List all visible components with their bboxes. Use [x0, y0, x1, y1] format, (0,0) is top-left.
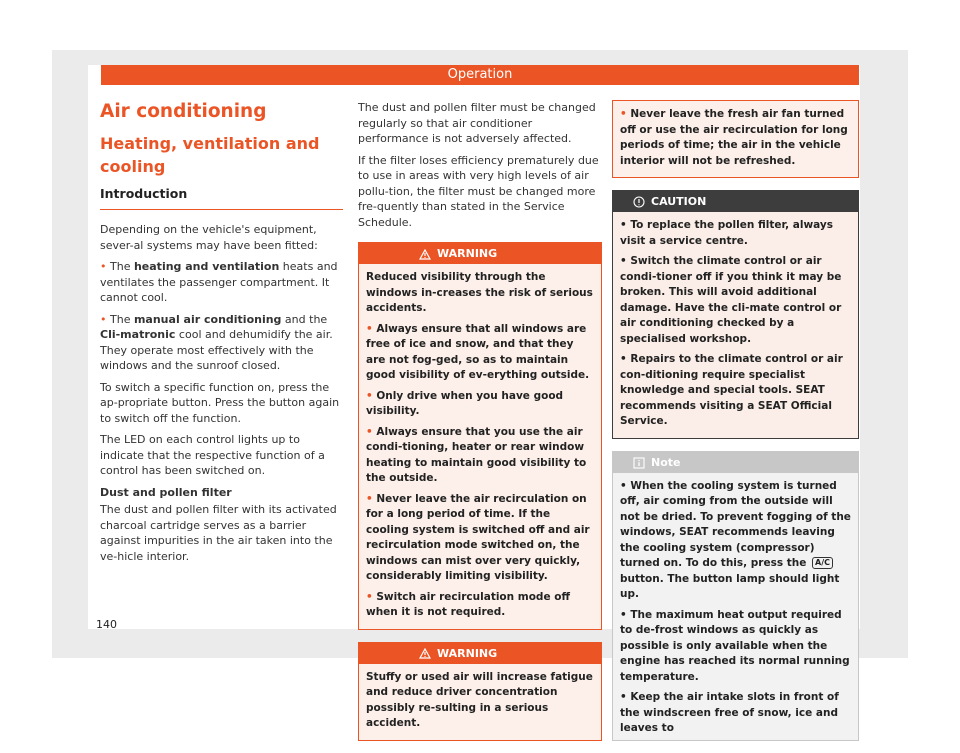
dust-filter-heading: Dust and pollen filter [100, 485, 232, 499]
ac-button-icon: A/C [812, 557, 833, 569]
note-info-icon [633, 457, 645, 469]
switch-paragraph: To switch a specific function on, press the ap-propriate button. Press the button again to switch off the function. [100, 380, 340, 425]
warning-header: WARNING [359, 243, 601, 264]
caution-item: • To replace the pollen filter, always visit a service centre. [620, 219, 834, 247]
bullet-icon: • [366, 322, 377, 335]
page-number: 140 [96, 618, 117, 631]
caution-box [612, 190, 859, 439]
bullet-icon: • [366, 389, 377, 402]
note-box [612, 451, 859, 741]
caution-item: • Repairs to the climate control or air con-ditioning require specialist knowledge and special tools. SEAT recommends visiting a SEAT Official Service. [620, 353, 843, 427]
bullet-icon: • [366, 492, 377, 505]
section-heading: Introduction [100, 186, 343, 210]
caution-body [613, 212, 858, 438]
warning-lead: Reduced visibility through the windows in-creases the risk of serious accidents. [366, 271, 593, 314]
dust-filter-paragraph: The dust and pollen filter with its activated charcoal cartridge serves as a barrier against impurities in the air taken into the ve-hicle interior. [100, 503, 337, 563]
warning-box-fatigue [358, 642, 602, 741]
warning-text: Stuffy or used air will increase fatigue and reduce driver concentration possibly re-sulting in a serious accident. [366, 670, 593, 729]
column-3 [612, 100, 859, 741]
bullet-heating: • The heating and ventilation heats and ventilates the passenger compartment. It cannot cool. [100, 260, 338, 304]
note-header: Note [613, 452, 858, 473]
caution-info-icon [633, 196, 645, 208]
note-item: • Keep the air intake slots in front of the windscreen free of snow, ice and leaves to [620, 691, 839, 734]
bullet-icon: • [100, 312, 110, 326]
warning-item: • Never leave the fresh air fan turned off or use the air recirculation for long periods of time; the air in the vehicle interior will not be refreshed. [620, 108, 848, 167]
bullet-icon: • [366, 425, 377, 438]
warning-box-visibility [358, 242, 602, 630]
filter-change-paragraph: The dust and pollen filter must be changed regularly so that air conditioner performance is not adversely affected. [358, 101, 596, 145]
warning-item: • Never leave the air recirculation on for a long period of time. If the cooling system is switched off and air recirculation mode switched on, the windows can mist over very quickly, considerably limiting visibility. [366, 492, 590, 582]
warning-header: WARNING [359, 643, 601, 664]
note-body [613, 473, 858, 740]
chapter-subtitle: Heating, ventilation and cooling [100, 134, 320, 176]
intro-paragraph: Depending on the vehicle's equipment, sever-al systems may have been fitted: [100, 223, 318, 252]
note-item: • The maximum heat output required to de-frost windows as quickly as possible is only available when the engine has reached its normal running temperature. [620, 608, 850, 683]
caution-item: • Switch the climate control or air condi-tioner off if you think it may be broken. This will avoid additional damage. Have the cli-mate control or air conditioning checked by a specialised workshop. [620, 255, 842, 345]
bullet-icon: • [620, 108, 631, 120]
note-item: • When the cooling system is turned off, air coming from the outside will not be dried. To prevent fogging of the windows, SEAT recommends leaving the cooling system (compressor) turned on. To do this, press the A/C button. The button lamp should light up. [620, 479, 851, 600]
warning-body [359, 264, 601, 629]
bullet-air-conditioning: • The manual air conditioning and the Cli-matronic cool and dehumidify the air. They operate most effectively with the windows and the sunroof closed. [100, 312, 333, 372]
column-1 [100, 100, 343, 570]
caution-header: CAUTION [613, 191, 858, 212]
page-title: Air conditioning [100, 101, 267, 122]
warning-item: • Always ensure that you use the air condi-tioning, heater or rear window heating to maintain good visibility to the outside. [366, 425, 587, 484]
bullet-icon: • [366, 590, 377, 603]
warning-item: • Always ensure that all windows are free of ice and snow, and that they are not fog-ged, so as to maintain good visibility of ev-erything outside. [366, 322, 590, 381]
column-2 [358, 100, 602, 753]
led-paragraph: The LED on each control lights up to indicate that the respective function of a control has been switched on. [100, 433, 325, 477]
warning-triangle-icon [419, 648, 431, 659]
warning-item: • Switch air recirculation mode off when it is not required. [366, 590, 570, 618]
warning-continuation-box [612, 100, 859, 178]
warning-body [359, 664, 601, 740]
filter-efficiency-paragraph: If the filter loses efficiency prematurely due to use in areas with very high levels of air pollu-tion, the filter must be changed more fre-quently than stated in the Service Schedule. [358, 153, 599, 229]
bullet-icon: • [100, 260, 110, 273]
warning-item: • Only drive when you have good visibility. [366, 389, 564, 417]
warning-triangle-icon [419, 249, 431, 260]
section-header: Operation [101, 65, 859, 85]
